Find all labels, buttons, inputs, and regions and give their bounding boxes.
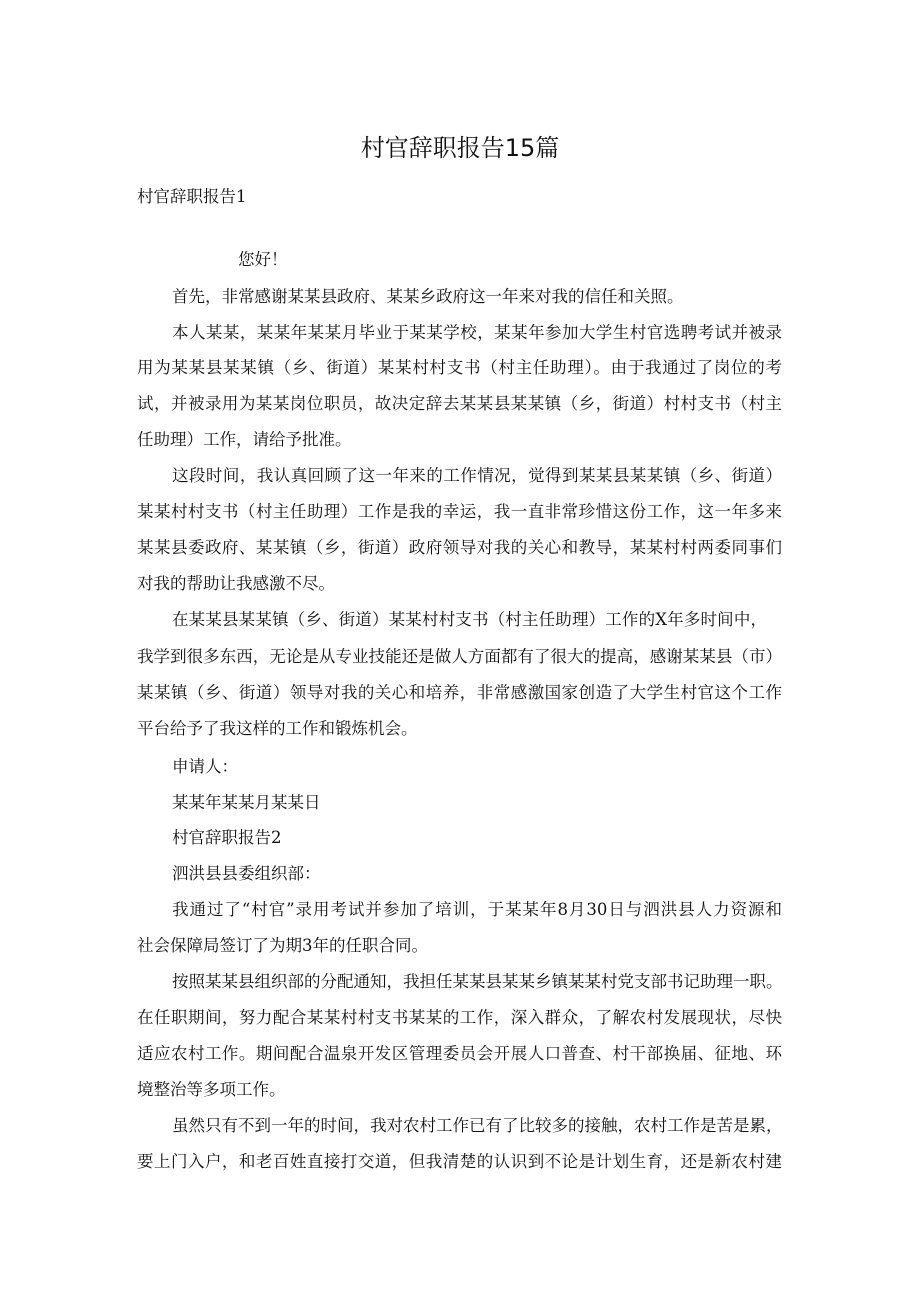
paragraph-6-line: 适应农村工作。期间配合温泉开发区管理委员会开展人口普查、村干部换届、征地、环 [137,1044,782,1063]
paragraph-2-line: 任助理）工作，请给予批准。 [137,430,352,449]
greeting: 您好！ [238,250,288,269]
paragraph-3-line: 这段时间，我认真回顾了这一年来的工作情况，觉得到某某县某某镇（乡、街道） [172,466,782,485]
paragraph-3-line: 对我的帮助让我感激不尽。 [137,574,335,593]
addressee: 泗洪县县委组织部： [172,864,321,883]
paragraph-2-line: 本人某某，某某年某某月毕业于某某学校，某某年参加大学生村官选聘考试并被录 [172,323,782,342]
paragraph-6-line: 在任职期间，努力配合某某村村支书某某的工作，深入群众，了解农村发展现状，尽快 [137,1008,782,1027]
paragraph-6-line: 按照某某县组织部的分配通知，我担任某某县某某乡镇某某村党支部书记助理一职。 [172,972,783,991]
paragraph-6-line: 境整治等多项工作。 [137,1080,286,1099]
paragraph-3-line: 某某村村支书（村主任助理）工作是我的幸运，我一直非常珍惜这份工作，这一年多来 [137,502,782,521]
paragraph-2-line: 用为某某县某某镇（乡、街道）某某村村支书（村主任助理）。由于我通过了岗位的考 [137,358,782,377]
section-heading-1: 村官辞职报告1 [137,187,247,206]
paragraph-4-line: 平台给予了我这样的工作和锻炼机会。 [137,719,418,738]
paragraph-4-line: 某某镇（乡、街道）领导对我的关心和培养，非常感激国家创造了大学生村官这个工作 [137,683,782,702]
paragraph-2-line: 试，并被录用为某某岗位职员，故决定辞去某某县某某镇（乡，街道）村村支书（村主 [137,394,782,413]
section-heading-2: 村官辞职报告2 [172,828,282,847]
paragraph-5-line: 社会保障局签订了为期3年的任职合同。 [137,936,428,955]
paragraph-4-line: 我学到很多东西，无论是从专业技能还是做人方面都有了很大的提高，感谢某某县（市） [137,647,782,666]
paragraph-4-line: 在某某县某某镇（乡、街道）某某村村支书（村主任助理）工作的X年多时间中， [172,610,767,629]
paragraph-7-line: 虽然只有不到一年的时间，我对农村工作已有了比较多的接触，农村工作是苦是累， [172,1116,783,1135]
document-title: 村官辞职报告15篇 [360,134,560,162]
paragraph-3-line: 某某县委政府、某某镇（乡，街道）政府领导对我的关心和教导，某某村村两委同事们 [137,538,782,557]
paragraph-1: 首先，非常感谢某某县政府、某某乡政府这一年来对我的信任和关照。 [172,287,684,306]
paragraph-7-line: 要上门入户，和老百姓直接打交道，但我清楚的认识到不论是计划生育，还是新农村建 [137,1152,782,1171]
paragraph-5-line: 我通过了“村官”录用考试并参加了培训，于某某年8月30日与泗洪县人力资源和 [172,900,782,919]
signature-date: 某某年某某月某某日 [172,793,321,812]
applicant-label: 申请人： [172,757,238,776]
